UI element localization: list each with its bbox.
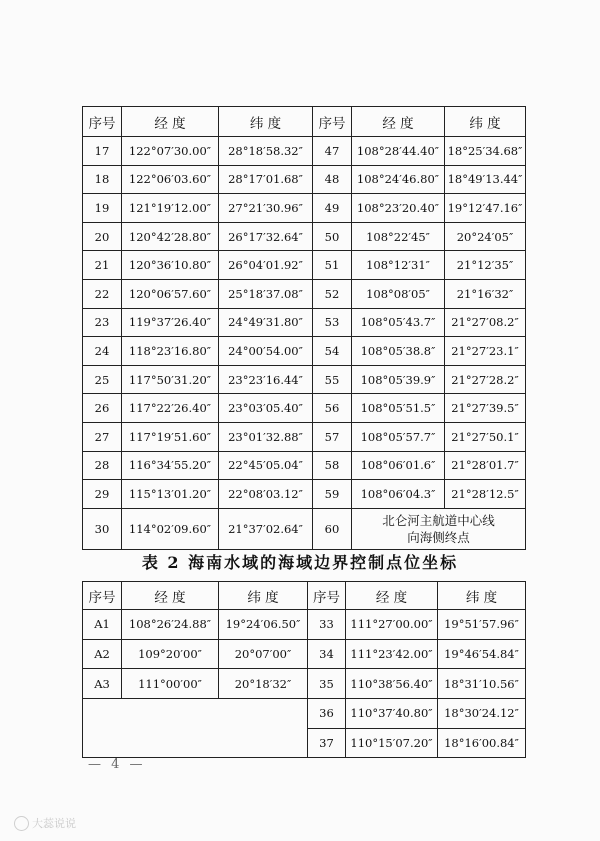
coordinates-table-2	[82, 581, 526, 758]
cell-latitude: 21°27′08.2″	[445, 308, 526, 337]
cell-longitude: 117°22′26.40″	[122, 394, 219, 423]
cell-serial: 48	[313, 165, 352, 194]
header-longitude: 经 度	[122, 582, 219, 610]
cell-remark	[352, 508, 526, 549]
cell-latitude: 24°49′31.80″	[219, 308, 313, 337]
cell-serial: 20	[83, 222, 122, 251]
remark-line-1: 北仑河主航道中心线	[382, 512, 495, 528]
cell-serial: A2	[83, 639, 122, 669]
header-latitude: 纬 度	[445, 107, 526, 137]
header-serial: 序号	[313, 107, 352, 137]
cell-longitude: 108°05′51.5″	[352, 394, 445, 423]
cell-longitude: 108°23′20.40″	[352, 194, 445, 223]
cell-latitude: 28°18′58.32″	[219, 137, 313, 166]
cell-serial: 24	[83, 337, 122, 366]
cell-longitude: 117°19′51.60″	[122, 422, 219, 451]
cell-longitude: 111°00′00″	[122, 669, 219, 699]
table-row	[83, 222, 526, 251]
cell-latitude: 20°18′32″	[219, 669, 308, 699]
cell-longitude: 108°05′43.7″	[352, 308, 445, 337]
cell-longitude: 120°06′57.60″	[122, 279, 219, 308]
cell-latitude: 21°27′23.1″	[445, 337, 526, 366]
cell-latitude: 18°31′10.56″	[438, 669, 526, 699]
header-serial: 序号	[308, 582, 346, 610]
header-latitude: 纬 度	[219, 582, 308, 610]
cell-serial: 27	[83, 422, 122, 451]
header-latitude: 纬 度	[438, 582, 526, 610]
cell-latitude: 18°16′00.84″	[438, 728, 526, 758]
cell-serial: 17	[83, 137, 122, 166]
page-number: — 4 —	[88, 757, 146, 772]
cell-longitude: 110°37′40.80″	[346, 699, 438, 729]
table-row	[83, 279, 526, 308]
cell-latitude: 21°27′50.1″	[445, 422, 526, 451]
header-serial: 序号	[83, 107, 122, 137]
cell-serial: 57	[313, 422, 352, 451]
header-serial: 序号	[83, 582, 122, 610]
cell-serial: 23	[83, 308, 122, 337]
cell-longitude: 109°20′00″	[122, 639, 219, 669]
cell-latitude: 26°17′32.64″	[219, 222, 313, 251]
remark-line-2: 向海侧终点	[407, 529, 470, 545]
cell-longitude: 108°22′45″	[352, 222, 445, 251]
table-row	[83, 639, 526, 669]
cell-serial: 19	[83, 194, 122, 223]
cell-serial: 37	[308, 728, 346, 758]
cell-serial: 54	[313, 337, 352, 366]
cell-serial: 59	[313, 480, 352, 509]
cell-longitude: 108°24′46.80″	[352, 165, 445, 194]
empty-cell	[83, 699, 308, 758]
cell-latitude: 21°37′02.64″	[219, 508, 313, 549]
cell-latitude: 23°23′16.44″	[219, 365, 313, 394]
cell-serial: 47	[313, 137, 352, 166]
cell-longitude: 108°05′39.9″	[352, 365, 445, 394]
table-row	[83, 451, 526, 480]
cell-latitude: 19°24′06.50″	[219, 610, 308, 640]
cell-latitude: 19°46′54.84″	[438, 639, 526, 669]
table-2-title: 表 2 海南水域的海域边界控制点位坐标	[141, 553, 459, 572]
cell-latitude: 21°16′32″	[445, 279, 526, 308]
cell-longitude: 117°50′31.20″	[122, 365, 219, 394]
coordinates-table-1	[82, 106, 526, 550]
cell-longitude: 111°27′00.00″	[346, 610, 438, 640]
cell-latitude: 23°01′32.88″	[219, 422, 313, 451]
cell-latitude: 18°30′24.12″	[438, 699, 526, 729]
cell-longitude: 122°07′30.00″	[122, 137, 219, 166]
cell-longitude: 110°15′07.20″	[346, 728, 438, 758]
cell-latitude: 22°45′05.04″	[219, 451, 313, 480]
cell-serial: 51	[313, 251, 352, 280]
table-row	[83, 669, 526, 699]
header-longitude: 经 度	[122, 107, 219, 137]
table-row	[83, 422, 526, 451]
table-row	[83, 365, 526, 394]
cell-serial: 49	[313, 194, 352, 223]
table-row	[83, 508, 526, 549]
cell-latitude: 21°28′01.7″	[445, 451, 526, 480]
cell-serial: 28	[83, 451, 122, 480]
cell-latitude: 21°27′28.2″	[445, 365, 526, 394]
cell-serial: 18	[83, 165, 122, 194]
cell-longitude: 114°02′09.60″	[122, 508, 219, 549]
watermark	[14, 815, 76, 832]
table-row	[83, 394, 526, 423]
cell-serial: 25	[83, 365, 122, 394]
cell-longitude: 120°42′28.80″	[122, 222, 219, 251]
cell-latitude: 23°03′05.40″	[219, 394, 313, 423]
cell-longitude: 108°06′01.6″	[352, 451, 445, 480]
cell-longitude: 118°23′16.80″	[122, 337, 219, 366]
cell-longitude: 108°06′04.3″	[352, 480, 445, 509]
cell-serial: 60	[313, 508, 352, 549]
cell-latitude: 18°49′13.44″	[445, 165, 526, 194]
cell-longitude: 111°23′42.00″	[346, 639, 438, 669]
cell-longitude: 108°28′44.40″	[352, 137, 445, 166]
cell-serial: 22	[83, 279, 122, 308]
table-row	[83, 194, 526, 223]
cell-latitude: 20°07′00″	[219, 639, 308, 669]
cell-latitude: 20°24′05″	[445, 222, 526, 251]
cell-longitude: 122°06′03.60″	[122, 165, 219, 194]
cell-longitude: 108°05′38.8″	[352, 337, 445, 366]
cell-serial: 52	[313, 279, 352, 308]
cell-serial: A1	[83, 610, 122, 640]
header-longitude: 经 度	[346, 582, 438, 610]
cell-longitude: 108°08′05″	[352, 279, 445, 308]
cell-serial: A3	[83, 669, 122, 699]
cell-latitude: 24°00′54.00″	[219, 337, 313, 366]
table-row	[83, 337, 526, 366]
cell-latitude: 21°27′39.5″	[445, 394, 526, 423]
cell-latitude: 26°04′01.92″	[219, 251, 313, 280]
cell-serial: 56	[313, 394, 352, 423]
cell-serial: 50	[313, 222, 352, 251]
cell-longitude: 121°19′12.00″	[122, 194, 219, 223]
cell-serial: 29	[83, 480, 122, 509]
cell-longitude: 120°36′10.80″	[122, 251, 219, 280]
cell-longitude: 108°05′57.7″	[352, 422, 445, 451]
cell-longitude: 116°34′55.20″	[122, 451, 219, 480]
table-header-row	[83, 107, 526, 137]
table-row	[83, 699, 526, 729]
cell-serial: 58	[313, 451, 352, 480]
cell-serial: 30	[83, 508, 122, 549]
table-row	[83, 480, 526, 509]
cell-latitude: 28°17′01.68″	[219, 165, 313, 194]
table-row	[83, 251, 526, 280]
table-row	[83, 137, 526, 166]
watermark-text: 大蕊说说	[32, 817, 76, 830]
cell-latitude: 22°08′03.12″	[219, 480, 313, 509]
table-row	[83, 308, 526, 337]
table-header-row	[83, 582, 526, 610]
cell-longitude: 115°13′01.20″	[122, 480, 219, 509]
cell-latitude: 21°28′12.5″	[445, 480, 526, 509]
cell-longitude: 108°26′24.88″	[122, 610, 219, 640]
cell-longitude: 110°38′56.40″	[346, 669, 438, 699]
table-row	[83, 610, 526, 640]
cell-latitude: 27°21′30.96″	[219, 194, 313, 223]
cell-latitude: 19°51′57.96″	[438, 610, 526, 640]
table-row	[83, 165, 526, 194]
cell-longitude: 119°37′26.40″	[122, 308, 219, 337]
cell-serial: 55	[313, 365, 352, 394]
cell-serial: 21	[83, 251, 122, 280]
header-longitude: 经 度	[352, 107, 445, 137]
header-latitude: 纬 度	[219, 107, 313, 137]
cell-latitude: 25°18′37.08″	[219, 279, 313, 308]
cell-serial: 36	[308, 699, 346, 729]
cell-latitude: 21°12′35″	[445, 251, 526, 280]
cell-serial: 26	[83, 394, 122, 423]
cell-serial: 33	[308, 610, 346, 640]
cell-serial: 34	[308, 639, 346, 669]
cell-serial: 35	[308, 669, 346, 699]
cell-serial: 53	[313, 308, 352, 337]
cell-latitude: 18°25′34.68″	[445, 137, 526, 166]
cell-longitude: 108°12′31″	[352, 251, 445, 280]
weibo-logo-icon	[14, 816, 29, 831]
cell-latitude: 19°12′47.16″	[445, 194, 526, 223]
